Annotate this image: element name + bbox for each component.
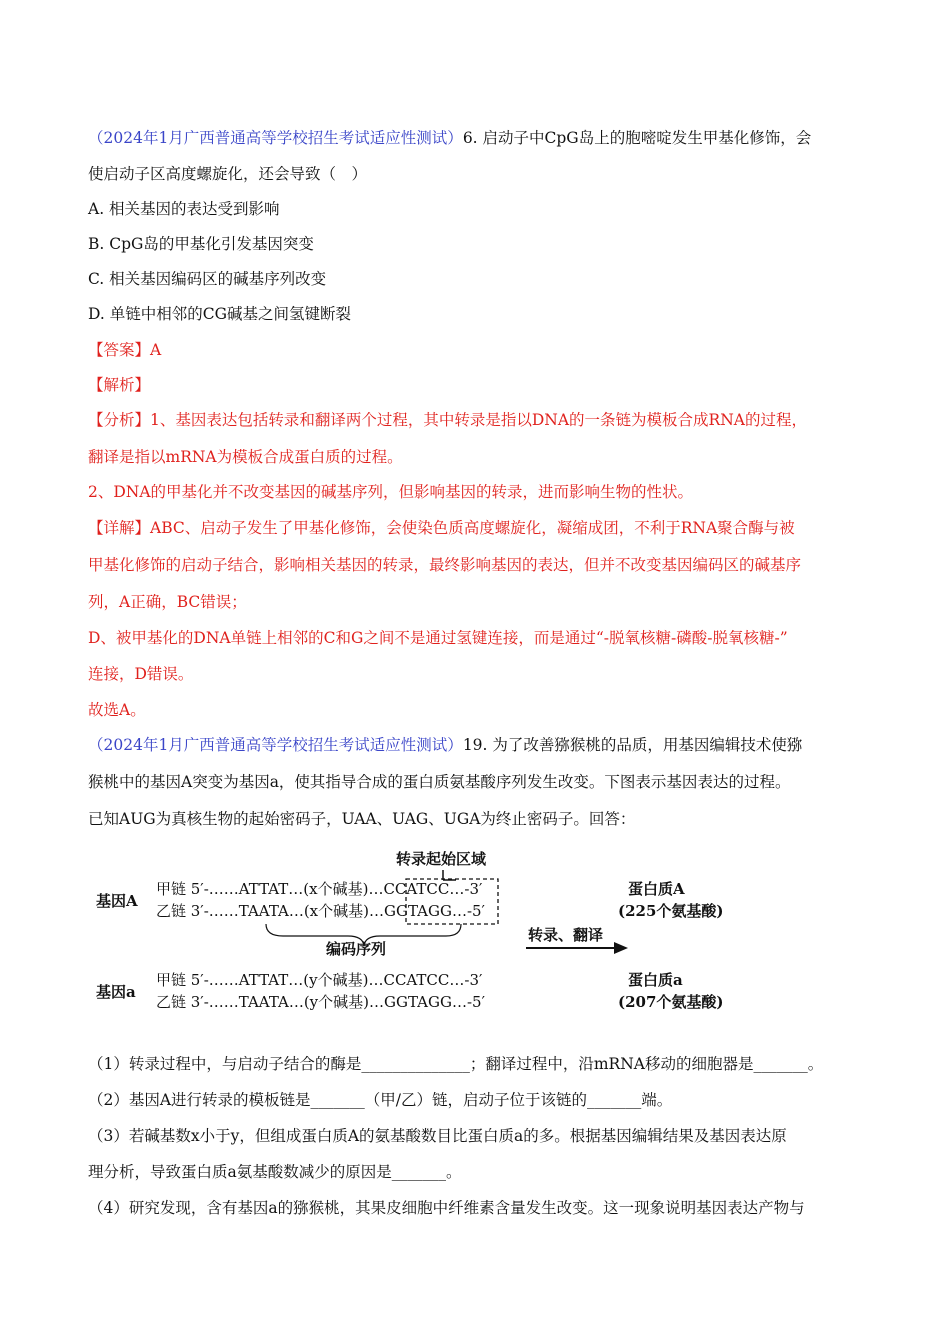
q6-option-c: C. 相关基因编码区的碱基序列改变	[88, 270, 327, 288]
coding-sequence-label: 编码序列	[326, 940, 387, 958]
arrow-label: 转录、翻译	[528, 926, 604, 944]
q6-analysis-line: D、被甲基化的DNA单链上相邻的C和G之间不是通过氢键连接，而是通过“-脱氧核糖-磷酸-脱氧核糖-”	[88, 629, 788, 647]
protein-A-label: 蛋白质A	[628, 880, 685, 898]
q6-analysis-heading: 【解析】	[88, 376, 151, 394]
q6-option-a: A. 相关基因的表达受到影响	[88, 200, 280, 218]
q6-option-b: B. CpG岛的甲基化引发基因突变	[88, 235, 314, 253]
gene-a-strand-2: 乙链 3′-……TAATA…(y个碱基)…GGTAGG…-5′	[156, 993, 485, 1011]
gene-expression-figure	[88, 846, 888, 1016]
q6-stem-part1: 6. 启动子中CpG岛上的胞嘧啶发生甲基化修饰，会	[462, 129, 812, 147]
transcription-start-label: 转录起始区域	[396, 850, 487, 868]
q6-conclusion: 故选A。	[88, 701, 146, 719]
protein-A-amino-acids: (225个氨基酸)	[618, 902, 724, 920]
q19-sub-question-3-cont: 理分析，导致蛋白质a氨基酸数减少的原因是_______。	[88, 1163, 462, 1181]
q19-sub-question-2: （2）基因A进行转录的模板链是_______（甲/乙）链，启动子位于该链的_______端。	[88, 1091, 673, 1109]
q6-stem-line-2: 使启动子区高度螺旋化，还会导致（ ）	[88, 165, 368, 183]
gene-A-strand-1: 甲链 5′-……ATTAT…(x个碱基)…CCATCC…-3′	[156, 880, 483, 898]
q19-sub-question-4: （4）研究发现，含有基因a的猕猴桃，其果皮细胞中纤维素含量发生改变。这一现象说明基因表达产物与	[88, 1199, 805, 1217]
q19-sub-question-3: （3）若碱基数x小于y，但组成蛋白质A的氨基酸数目比蛋白质a的多。根据基因编辑结果及基因表达原	[88, 1127, 787, 1145]
q19-stem-line-1	[88, 734, 802, 756]
q19-source: （2024年1月广西普通高等学校招生考试适应性测试）	[88, 736, 463, 754]
q19-stem-part1: 19. 为了改善猕猴桃的品质，用基因编辑技术使猕	[462, 736, 803, 754]
q6-analysis-line: 2、DNA的甲基化并不改变基因的碱基序列，但影响基因的转录，进而影响生物的性状。	[88, 483, 694, 501]
q6-analysis-line: 列，A正确，BC错误；	[88, 593, 247, 611]
q6-source: （2024年1月广西普通高等学校招生考试适应性测试）	[88, 129, 463, 147]
q6-analysis-line: 连接，D错误。	[88, 665, 194, 683]
gene-A-label: 基因A	[96, 892, 138, 910]
q6-analysis-line: 甲基化修饰的启动子结合，影响相关基因的转录，最终影响基因的表达，但并不改变基因编码区的碱基序	[88, 556, 802, 574]
q6-analysis-line: 【分析】1、基因表达包括转录和翻译两个过程，其中转录是指以DNA的一条链为模板合成RNA的过程，	[88, 411, 807, 429]
q19-sub-question-1: （1）转录过程中，与启动子结合的酶是______________；翻译过程中，沿mRNA移动的细胞器是_______。	[88, 1055, 824, 1073]
gene-A-strand-2: 乙链 3′-……TAATA…(x个碱基)…GGTAGG…-5′	[156, 902, 485, 920]
arrowhead-icon	[614, 942, 628, 954]
q6-analysis-line: 【详解】ABC、启动子发生了甲基化修饰，会使染色质高度螺旋化，凝缩成团，不利于RNA聚合酶与被	[88, 519, 795, 537]
gene-a-strand-1: 甲链 5′-……ATTAT…(y个碱基)…CCATCC…-3′	[156, 971, 483, 989]
q6-option-d: D. 单链中相邻的CG碱基之间氢键断裂	[88, 305, 351, 323]
protein-a-label: 蛋白质a	[628, 971, 683, 989]
q6-answer: 【答案】A	[88, 341, 162, 359]
q19-stem-line-3: 已知AUG为真核生物的起始密码子，UAA、UAG、UGA为终止密码子。回答：	[88, 810, 636, 828]
gene-a-label: 基因a	[96, 983, 136, 1001]
protein-a-amino-acids: (207个氨基酸)	[618, 993, 724, 1011]
q6-analysis-line: 翻译是指以mRNA为模板合成蛋白质的过程。	[88, 448, 403, 466]
q19-stem-line-2: 猴桃中的基因A突变为基因a，使其指导合成的蛋白质氨基酸序列发生改变。下图表示基因表达的过程。	[88, 773, 791, 791]
q6-stem-line-1	[88, 127, 811, 149]
